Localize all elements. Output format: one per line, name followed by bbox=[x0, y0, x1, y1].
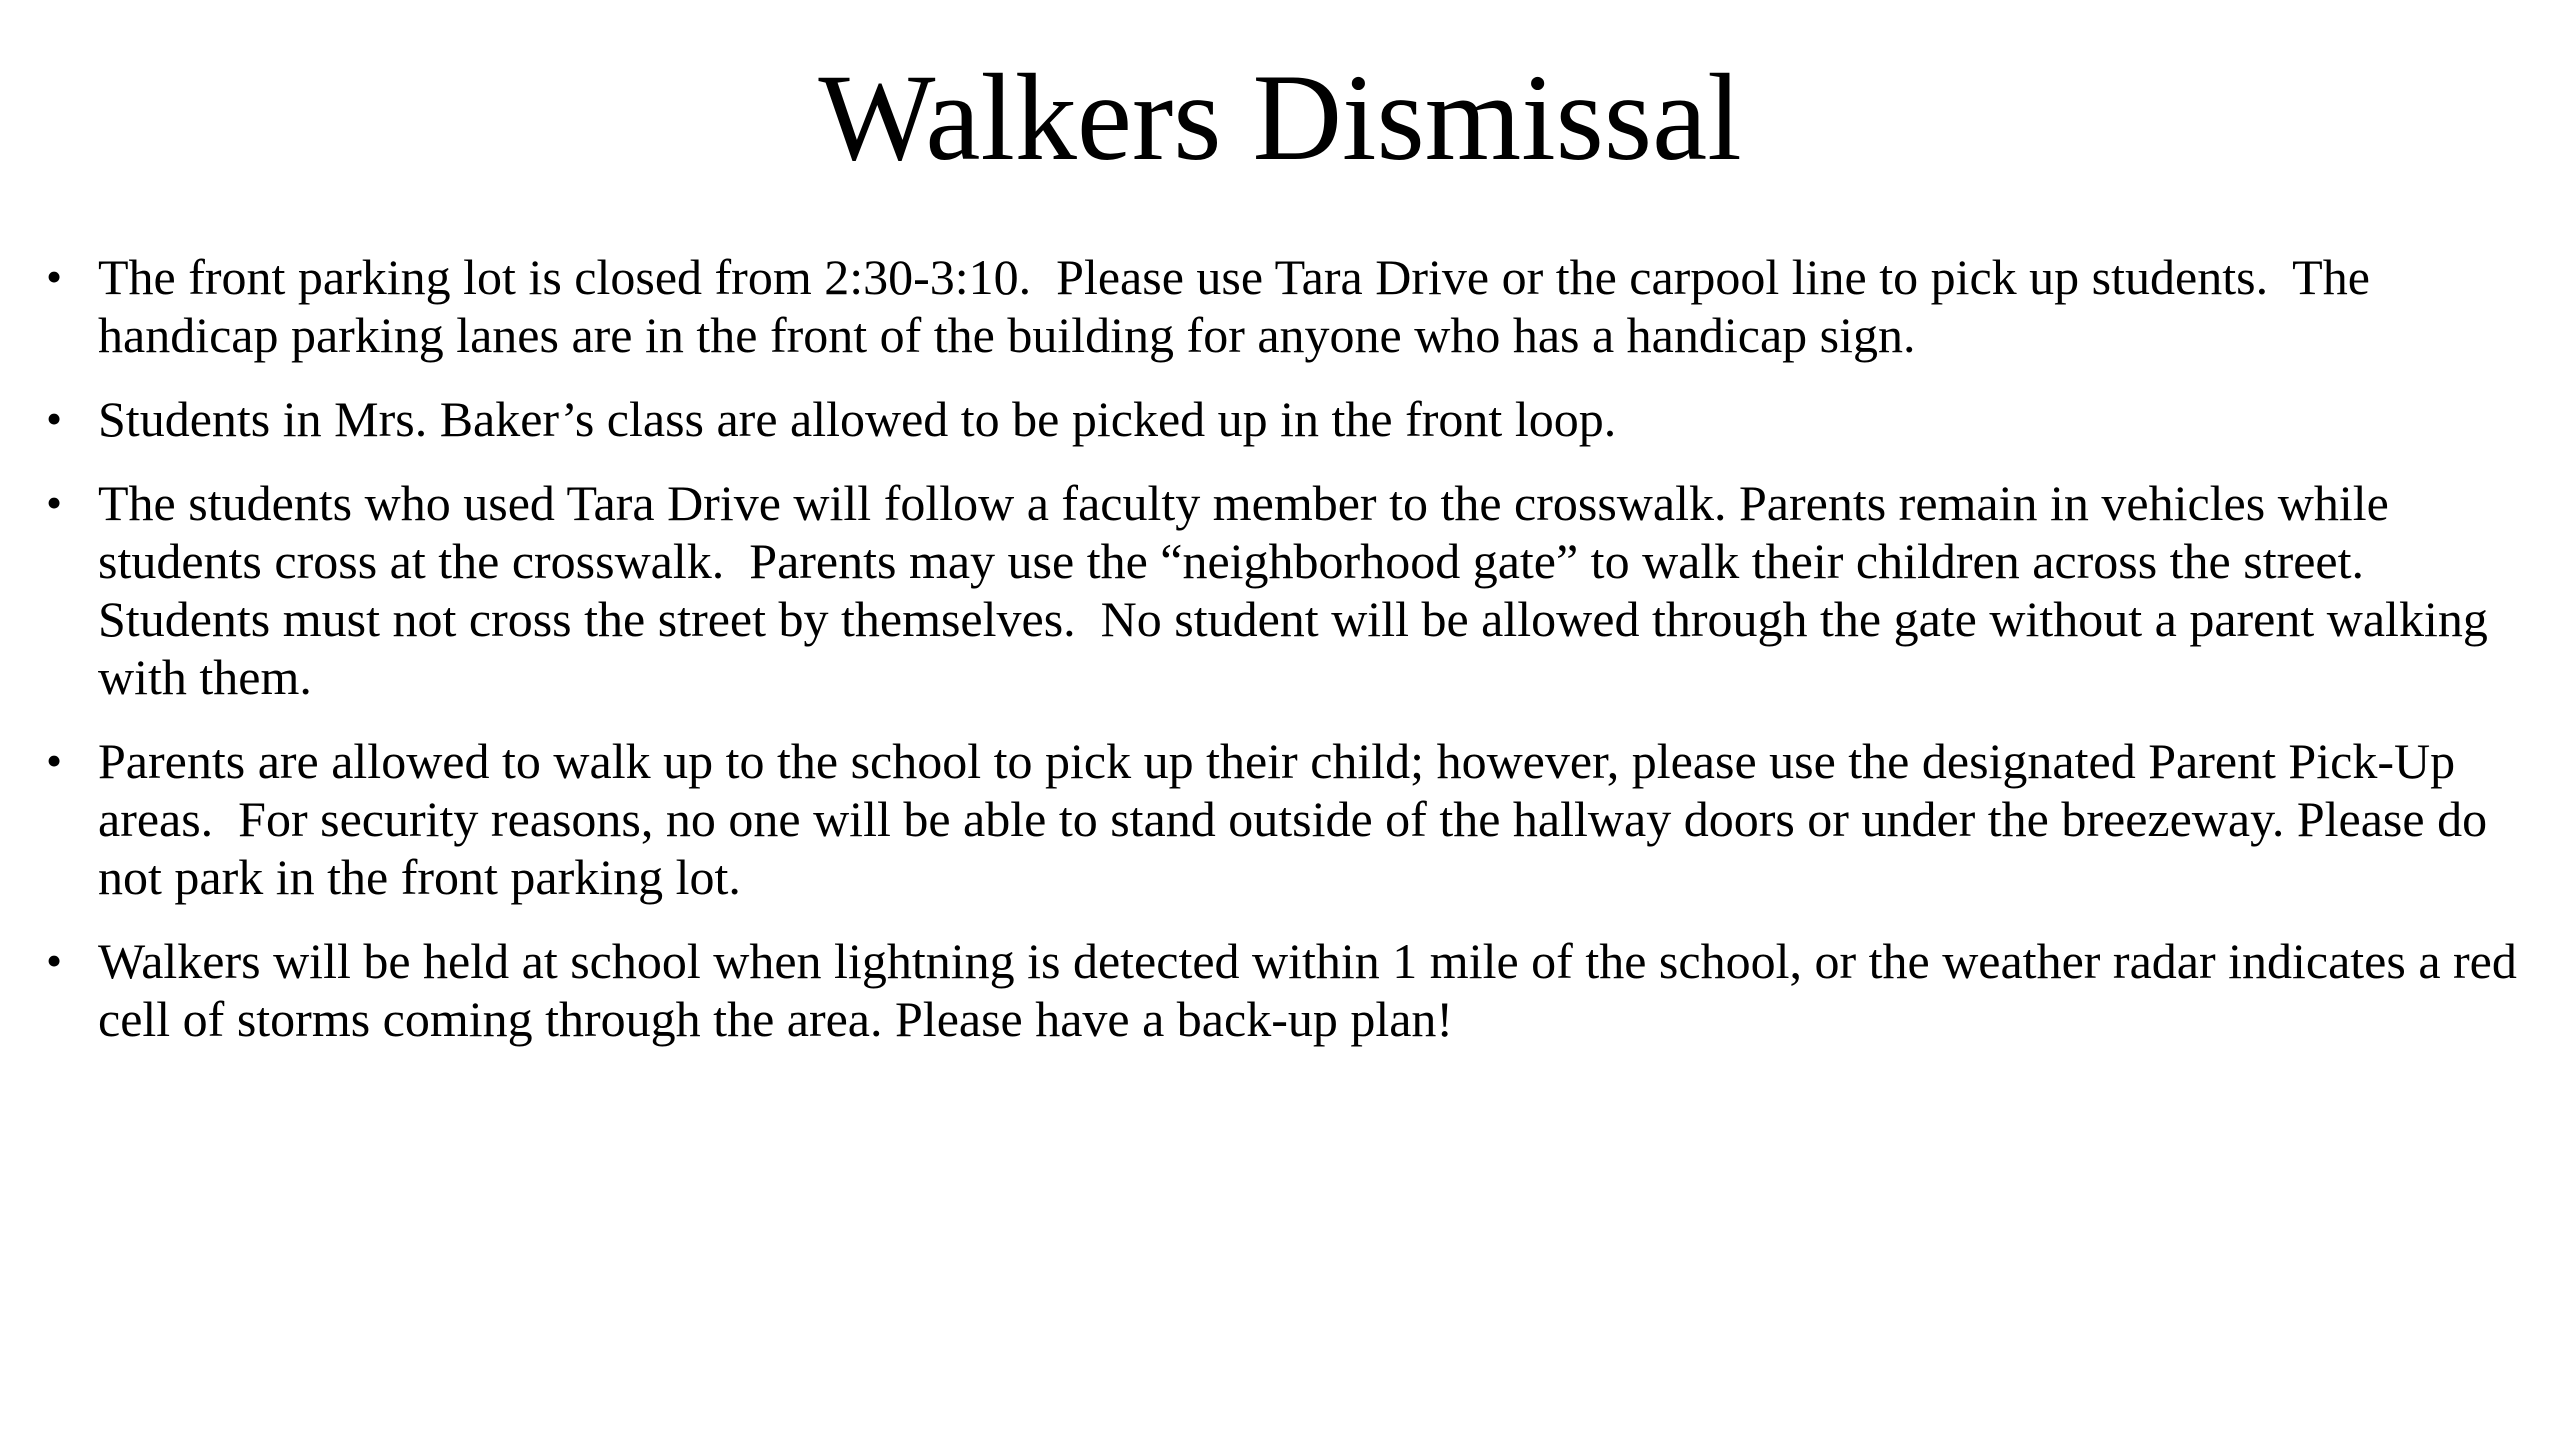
bullet-icon: • bbox=[46, 935, 63, 986]
slide-title: Walkers Dismissal bbox=[818, 49, 1742, 186]
bullet-icon: • bbox=[46, 393, 63, 444]
bullet-text: The students who used Tara Drive will follow a faculty member to the crosswalk. Parents remain in vehicles while students cross at the crosswalk. Parents may use the “neighborhood gate” to walk their children across the street. Students must not cross the street by themselves. No student will be allowed through the gate without a parent walking with them. bbox=[98, 475, 2501, 705]
bullet-text: Students in Mrs. Baker’s class are allowed to be picked up in the front loop. bbox=[98, 391, 1617, 447]
bullet-item bbox=[46, 390, 2526, 448]
bullet-item bbox=[46, 474, 2526, 706]
bullet-icon: • bbox=[46, 477, 63, 528]
bullet-icon: • bbox=[46, 251, 63, 302]
bullet-icon: • bbox=[46, 735, 63, 786]
bullet-text: Parents are allowed to walk up to the school to pick up their child; however, please use the designated Parent Pick-Up areas. For security reasons, no one will be able to stand outside of the hallway doors or under the breezeway. Please do not park in the front parking lot. bbox=[98, 733, 2500, 905]
bullet-text: The front parking lot is closed from 2:30-3:10. Please use Tara Drive or the carpool line to pick up students. The handicap parking lanes are in the front of the building for anyone who has a handicap sign. bbox=[98, 249, 2383, 363]
bullet-list bbox=[46, 248, 2530, 1074]
bullet-item bbox=[46, 732, 2526, 906]
bullet-item bbox=[46, 932, 2530, 1048]
bullet-text: Walkers will be held at school when lightning is detected within 1 mile of the school, or the weather radar indicates a red cell of storms coming through the area. Please have a back-up plan! bbox=[98, 933, 2530, 1047]
bullet-item bbox=[46, 248, 2526, 364]
